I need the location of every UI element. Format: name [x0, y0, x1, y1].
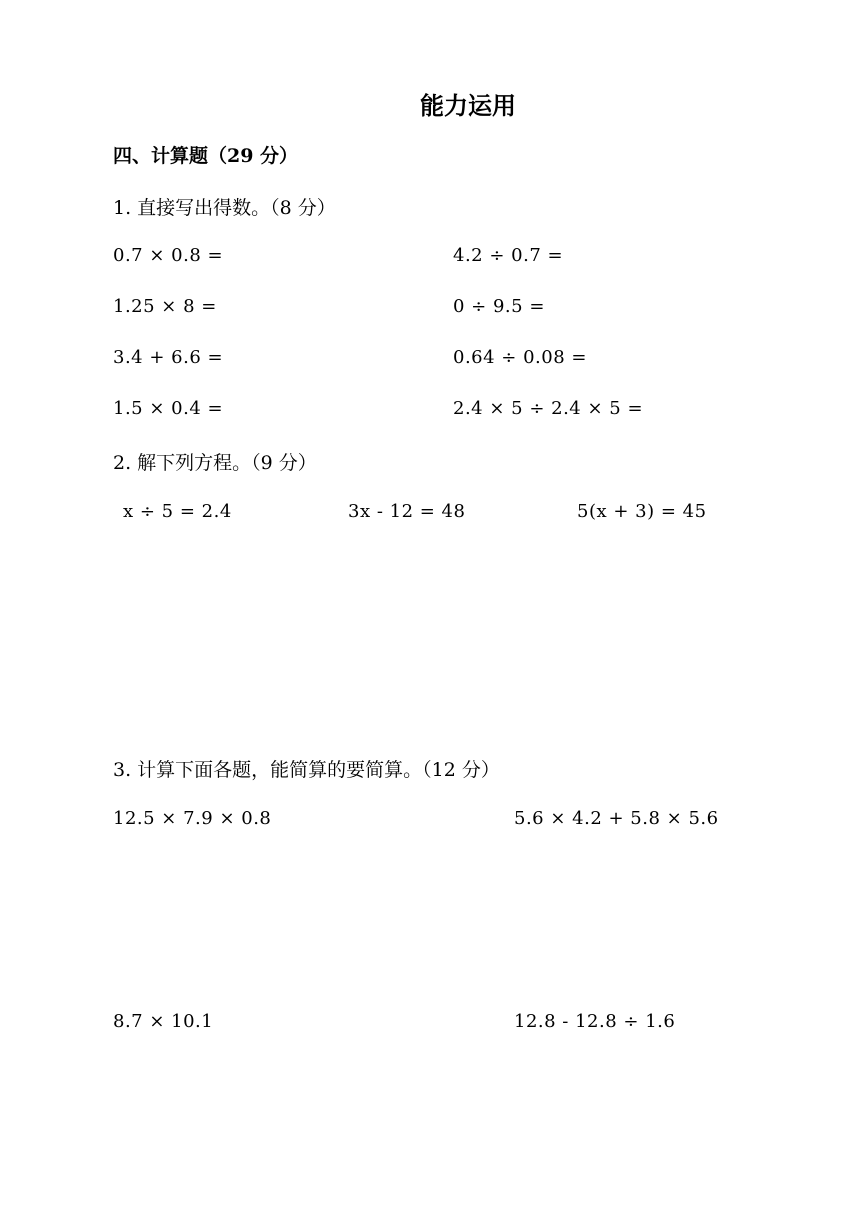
q3-item: 5.6 × 4.2 + 5.8 × 5.6	[514, 808, 719, 829]
q1-item: 1.25 × 8 =	[113, 296, 217, 317]
q2-equation: x ÷ 5 = 2.4	[123, 501, 232, 522]
q1-item: 0 ÷ 9.5 =	[453, 296, 545, 317]
question-2-label: 2. 解下列方程。（9 分）	[113, 452, 317, 474]
question-3-label: 3. 计算下面各题，能简算的要简算。（12 分）	[113, 759, 500, 781]
q3-item: 8.7 × 10.1	[113, 1011, 214, 1032]
q1-item: 0.7 × 0.8 =	[113, 245, 224, 266]
q1-item: 2.4 × 5 ÷ 2.4 × 5 =	[453, 398, 644, 419]
q1-item: 3.4 + 6.6 =	[113, 347, 224, 368]
q1-item: 1.5 × 0.4 =	[113, 398, 224, 419]
q1-item: 4.2 ÷ 0.7 =	[453, 245, 564, 266]
q1-item: 0.64 ÷ 0.08 =	[453, 347, 587, 368]
question-1-label: 1. 直接写出得数。（8 分）	[113, 197, 336, 219]
q2-equation: 3x - 12 = 48	[348, 501, 466, 522]
q3-item: 12.5 × 7.9 × 0.8	[113, 808, 272, 829]
section-heading: 四、计算题（29 分）	[113, 145, 299, 167]
q2-equation: 5(x + 3) = 45	[577, 501, 707, 522]
page-title: 能力运用	[420, 91, 516, 120]
q3-item: 12.8 - 12.8 ÷ 1.6	[514, 1011, 676, 1032]
